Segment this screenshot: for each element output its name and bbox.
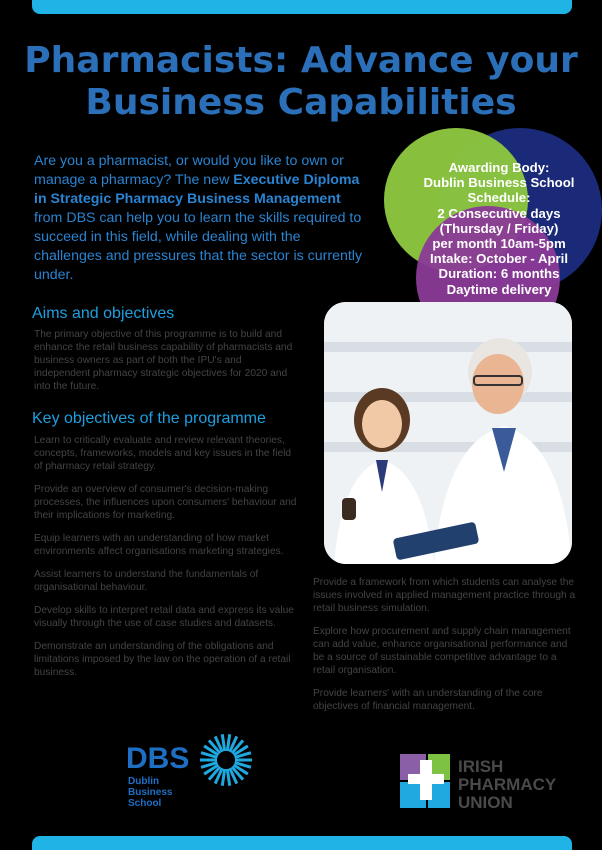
programme-info	[404, 160, 594, 297]
objectives-list-left	[34, 434, 298, 689]
info-line: Intake: October - April	[430, 251, 568, 267]
pharmacists-illustration	[324, 302, 572, 564]
top-accent-bar	[32, 0, 572, 14]
dbs-ray	[222, 769, 224, 786]
objective-item: Provide a framework from which students can analyse the issues involved in applied management practice through a retail business simulation.	[313, 577, 576, 614]
objective-item: Provide learners' with an understanding of the core objectives of financial management.	[313, 688, 543, 712]
dbs-burst-icon	[126, 728, 256, 818]
ipu-line-3: UNION	[458, 793, 513, 812]
objective-item: Assist learners to understand the fundamentals of organisational behaviour.	[34, 569, 259, 593]
info-line: (Thursday / Friday)	[439, 220, 559, 236]
info-line: per month 10am-5pm	[432, 236, 566, 252]
bottom-accent-bar	[32, 836, 572, 850]
objective-item: Learn to critically evaluate and review relevant theories, concepts, frameworks, models and key issues in the field of pharmacy retail strategy.	[34, 435, 292, 472]
dbs-line-3: School	[128, 798, 162, 809]
key-objectives-heading: Key objectives of the programme	[32, 410, 266, 427]
info-line: Schedule:	[467, 190, 531, 206]
objective-item: Explore how procurement and supply chain management can add value, enhance organisational performance and be a source of sustainable competitive advantage to a retail organisation.	[313, 626, 571, 676]
info-line: Dublin Business School	[423, 175, 575, 191]
pharmacists-photo	[324, 302, 572, 564]
title-line-1: Pharmacists: Advance your	[24, 40, 578, 81]
title-line-2: Business Capabilities	[85, 82, 517, 123]
dbs-ray	[222, 734, 224, 751]
dbs-mark: DBS	[126, 742, 190, 775]
ipu-logo	[398, 750, 573, 812]
page-title	[0, 40, 602, 124]
objective-item: Develop skills to interpret retail data and express its value visually through the use of case studies and datasets.	[34, 605, 294, 629]
objective-item: Provide an overview of consumer's decision-making processes, the influences upon consumers' behaviour and their implications for marketing.	[34, 484, 297, 521]
info-line: Awarding Body:	[448, 160, 550, 175]
dbs-line-1: Dublin	[128, 776, 160, 787]
ipu-line-2: PHARMACY	[458, 775, 557, 794]
dbs-logo	[126, 728, 256, 818]
intro-text-post: from DBS can help you to learn the skills required to succeed in this field, while dealing with the challenges and pressures that the sector is currently under.	[34, 210, 363, 283]
ipu-line-1: IRISH	[458, 757, 504, 776]
intro-paragraph	[34, 152, 364, 285]
objectives-list-right	[313, 576, 581, 723]
aims-text: The primary objective of this programme is to build and enhance the retail business capability of pharmacists and business owners as part of both the IPU's and independent pharmacy strategic objectives for 2020 and into the future.	[34, 329, 293, 392]
info-line: Daytime delivery	[446, 281, 552, 297]
objective-item: Equip learners with an understanding of how market environments affect organisations marketing strategies.	[34, 533, 284, 557]
dbs-ray	[227, 769, 229, 786]
info-line: 2 Consecutive days	[437, 205, 561, 221]
info-line: Duration: 6 months	[438, 266, 560, 282]
ipu-cross-icon	[398, 750, 573, 812]
aims-heading: Aims and objectives	[32, 305, 175, 322]
dbs-ray	[227, 734, 229, 751]
objective-item: Demonstrate an understanding of the obligations and limitations imposed by the law on the operation of a retail business.	[34, 641, 291, 678]
intro-program-name: Executive Diploma in Strategic Pharmacy Business Management	[34, 172, 360, 207]
dbs-line-2: Business	[128, 787, 173, 798]
intro-text-pre: Are you a pharmacist, or would you like to own or manage a pharmacy? The new	[34, 153, 344, 188]
